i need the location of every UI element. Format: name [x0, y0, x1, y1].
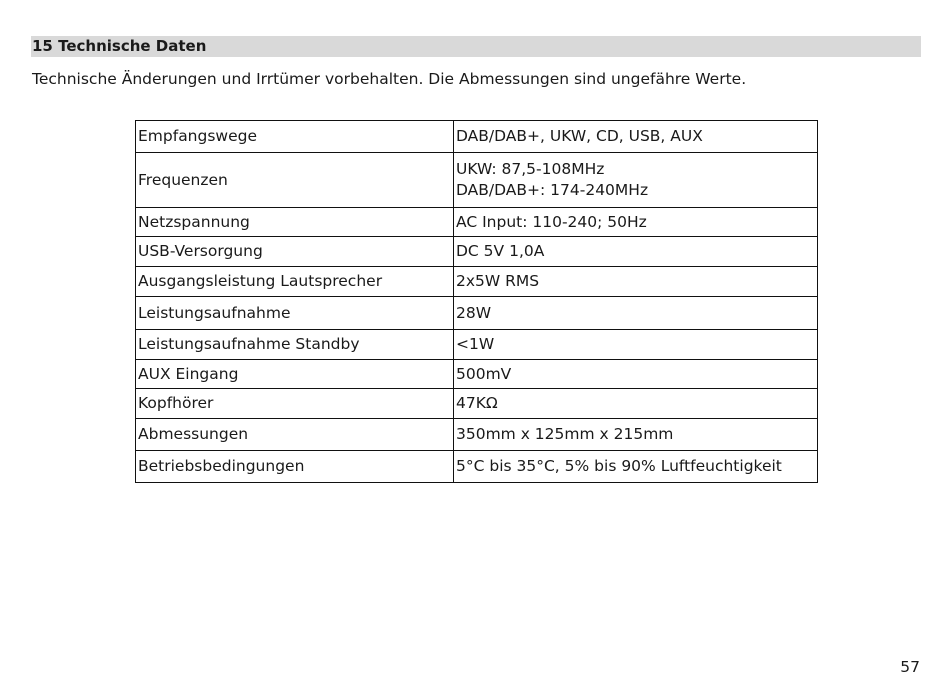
spec-label: Empfangswege — [136, 121, 454, 153]
spec-label: Ausgangsleistung Lautsprecher — [136, 267, 454, 297]
spec-value: 5°C bis 35°C, 5% bis 90% Luftfeuchtigkeit — [454, 451, 818, 483]
spec-label: Netzspannung — [136, 208, 454, 237]
spec-value: 28W — [454, 297, 818, 330]
spec-value: DC 5V 1,0A — [454, 237, 818, 267]
spec-value: 350mm x 125mm x 215mm — [454, 419, 818, 451]
spec-label: Leistungsaufnahme — [136, 297, 454, 330]
page-number: 57 — [900, 658, 920, 676]
specs-table — [135, 120, 818, 483]
spec-value-line: UKW: 87,5-108MHz — [456, 160, 605, 178]
table-row — [136, 153, 818, 208]
table-row — [136, 267, 818, 297]
spec-value-line: DAB/DAB+: 174-240MHz — [456, 181, 649, 199]
spec-value: AC Input: 110-240; 50Hz — [454, 208, 818, 237]
table-row — [136, 237, 818, 267]
spec-label: Abmessungen — [136, 419, 454, 451]
spec-label: USB-Versorgung — [136, 237, 454, 267]
table-row — [136, 121, 818, 153]
table-row — [136, 208, 818, 237]
spec-value: 47KΩ — [454, 389, 818, 419]
spec-value — [454, 153, 818, 208]
section-header-bar — [31, 36, 921, 57]
spec-label: Kopfhörer — [136, 389, 454, 419]
spec-label: Betriebsbedingungen — [136, 451, 454, 483]
table-row — [136, 451, 818, 483]
table-row — [136, 389, 818, 419]
spec-label: Leistungsaufnahme Standby — [136, 330, 454, 360]
section-title: 15 Technische Daten — [32, 37, 207, 55]
table-row — [136, 330, 818, 360]
spec-value: DAB/DAB+, UKW, CD, USB, AUX — [454, 121, 818, 153]
spec-label: AUX Eingang — [136, 360, 454, 389]
spec-value: 2x5W RMS — [454, 267, 818, 297]
spec-value: 500mV — [454, 360, 818, 389]
table-row — [136, 297, 818, 330]
spec-label: Frequenzen — [136, 153, 454, 208]
intro-text: Technische Änderungen und Irrtümer vorbehalten. Die Abmessungen sind ungefähre Werte. — [32, 70, 747, 88]
spec-value: <1W — [454, 330, 818, 360]
table-row — [136, 360, 818, 389]
table-row — [136, 419, 818, 451]
